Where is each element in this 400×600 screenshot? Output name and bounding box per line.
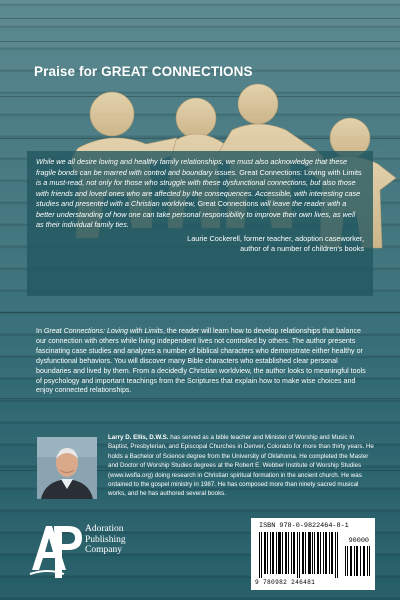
figure-left-head [90,92,134,136]
praise-heading-emphasis: GREAT CONNECTIONS [101,64,253,79]
praise-heading [34,64,253,79]
description-body: , the reader will learn how to develop relationships that balance our connection with others while living independent lives not controlled by others. The author presents fascinating case studies and analyzes a number of biblical characters who demonstrate either healthy or dysfunctional behaviors. You will discover many Bible characters who established clear personal boundaries and lived by them. From a decidedly Christian worldview, the author looks to meaningful tools of psychology and important teachings from the Scriptures that explain how to make wise choices and enjoy connected relationships. [36,327,366,395]
wood-grain [0,398,400,399]
wood-grain [0,18,400,19]
isbn-barcode [251,518,375,590]
publisher-line-2: Publishing [85,534,126,545]
price-barcode-bars [345,546,371,576]
description-title: Great Connections: Loving with Limits [43,327,163,335]
wood-grain [0,41,400,42]
author-bio [108,433,376,499]
author-bio-text: has served as a bible teacher and Minister of Worship and Music in Baptist, Presbyterian, and Episcopal Churches in Denver, Colorado for more than thirty years. He holds a Bachelor of Science degree from the University of Oklahoma. He completed the Master and Doctor of Worship Studies degrees at the Robert E. Webber Institute of Worship Studies (www.iwsfla.org) doing research in Christian spiritual formation in the ancient church. He was ordained to the gospel ministry in 1987. He has composed more than ninety sacred musical works, and he has authored several books. [108,434,374,498]
quote-part-2: is a must-read, not only for those who struggle with these dysfunctional connections, but also those with friends and loved ones who are affected by the consequences. Accessible, with interesting case studies and presented with a Christian worldview, [36,178,361,208]
praise-quote-panel [27,151,373,296]
price-code: 90000 [348,537,369,545]
quote-part-1: While we all desire loving and healthy family relationships, we must also acknowledge that these fragile bonds can be marred with control and boundary issues. [36,157,348,177]
publisher-name [85,524,126,556]
quote-attribution [36,234,364,254]
description-lead: In [36,327,44,335]
figure-right-head [238,84,278,124]
praise-quote [36,157,364,231]
figure-middle-head [176,98,216,138]
publisher-line-3: Company [85,545,122,556]
publisher-line-1: Adoration [85,524,124,534]
publisher-ap-logo-icon [28,518,84,588]
quote-title-2: Great Connections [197,199,259,208]
ean-barcode-bars [259,532,339,578]
quote-title-1: Great Connections: Loving with Limits [239,167,362,177]
praise-heading-lead: Praise for [34,64,102,79]
book-description [36,327,366,396]
author-photo [37,437,97,499]
publisher-logo [28,518,138,588]
quote-part-3: will leave the reader with a better understanding of how one can take personal responsibility to improve their own lives, as well as their individual family ties. [36,199,356,229]
isbn-label: ISBN 978-0-9822464-8-1 [259,522,349,530]
attribution-line-2: author of a number of children's books [240,243,364,253]
author-portrait-icon [37,437,97,499]
ean-digits: 9 780982 246481 [255,579,316,586]
attribution-line-1: Laurie Cockerell, former teacher, adoption caseworker, [187,233,364,243]
author-name: Larry D. Ellis, D.W.S. [108,434,169,441]
